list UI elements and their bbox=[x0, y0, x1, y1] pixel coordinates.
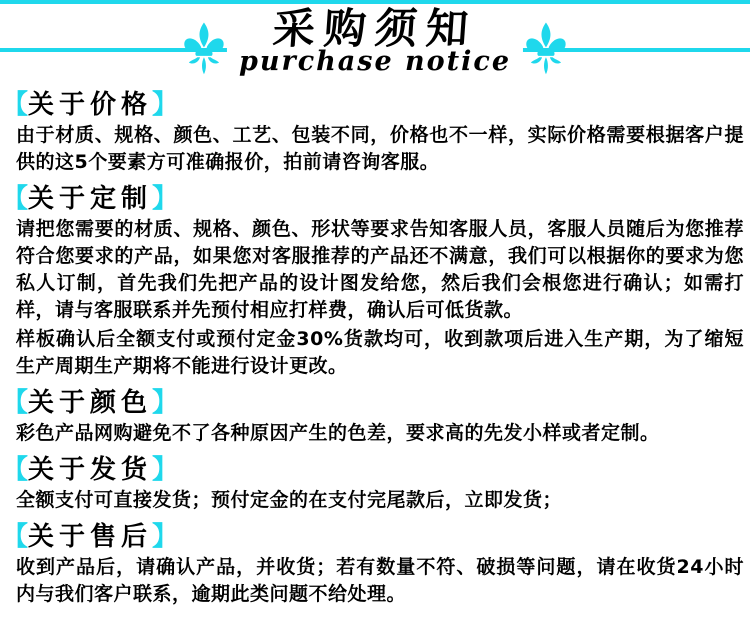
section-title-price bbox=[2, 90, 748, 120]
page-subtitle: purchase notice bbox=[238, 46, 512, 77]
bracket-close: 】 bbox=[152, 184, 179, 214]
section-title-text: 关于发货 bbox=[28, 455, 153, 485]
paragraph: 收到产品后，请确认产品，并收货；若有数量不符、破损等问题，请在收货24小时内与我们客户联系，逾期此类问题不给处理。 bbox=[16, 556, 744, 605]
bracket-close: 】 bbox=[152, 388, 179, 418]
section-body-aftersale bbox=[2, 554, 748, 608]
section-title-text: 关于价格 bbox=[28, 90, 153, 120]
section-title-color bbox=[2, 388, 748, 418]
bracket-open: 【 bbox=[2, 90, 29, 120]
bracket-open: 【 bbox=[2, 522, 29, 552]
section-price bbox=[2, 90, 748, 176]
section-body-custom bbox=[2, 216, 748, 380]
section-custom bbox=[2, 184, 748, 380]
section-color bbox=[2, 388, 748, 447]
section-shipping bbox=[2, 455, 748, 514]
bracket-open: 【 bbox=[2, 455, 29, 485]
fleur-de-lis-icon bbox=[183, 22, 225, 78]
title-block bbox=[227, 4, 523, 76]
section-title-text: 关于定制 bbox=[28, 184, 153, 214]
paragraph: 样板确认后全额支付或预付定金30%货款均可，收到款项后进入生产期，为了缩短生产周期生产期将不能进行设计更改。 bbox=[16, 328, 744, 377]
bracket-close: 】 bbox=[152, 90, 179, 120]
page-title: 采购须知 bbox=[271, 4, 479, 53]
section-title-custom bbox=[2, 184, 748, 214]
section-body-price bbox=[2, 122, 748, 176]
paragraph: 请把您需要的材质、规格、颜色、形状等要求告知客服人员，客服人员随后为您推荐符合您要求的产品，如果您对客服推荐的产品还不满意，我们可以根据你的要求为您私人订制，首先我们先把产品的设计图发给您，然后我们会根您进行确认；如需打样，请与客服联系并先预付相应打样费，确认后可低货款。 bbox=[16, 218, 744, 321]
bracket-close: 】 bbox=[152, 455, 179, 485]
bracket-open: 【 bbox=[2, 184, 29, 214]
section-body-shipping bbox=[2, 487, 748, 514]
section-title-text: 关于售后 bbox=[28, 522, 153, 552]
section-title-aftersale bbox=[2, 522, 748, 552]
fleur-de-lis-icon bbox=[525, 22, 567, 78]
section-body-color bbox=[2, 420, 748, 447]
paragraph: 由于材质、规格、颜色、工艺、包装不同，价格也不一样，实际价格需要根据客户提供的这5个要素方可准确报价，拍前请咨询客服。 bbox=[16, 124, 744, 173]
section-aftersale bbox=[2, 522, 748, 608]
bracket-open: 【 bbox=[2, 388, 29, 418]
paragraph: 全额支付可直接发货；预付定金的在支付完尾款后，立即发货； bbox=[16, 489, 563, 511]
page-header bbox=[0, 4, 750, 88]
notice-content bbox=[0, 88, 750, 608]
bracket-close: 】 bbox=[152, 522, 179, 552]
section-title-shipping bbox=[2, 455, 748, 485]
section-title-text: 关于颜色 bbox=[28, 388, 153, 418]
paragraph: 彩色产品网购避免不了各种原因产生的色差，要求高的先发小样或者定制。 bbox=[16, 422, 660, 444]
